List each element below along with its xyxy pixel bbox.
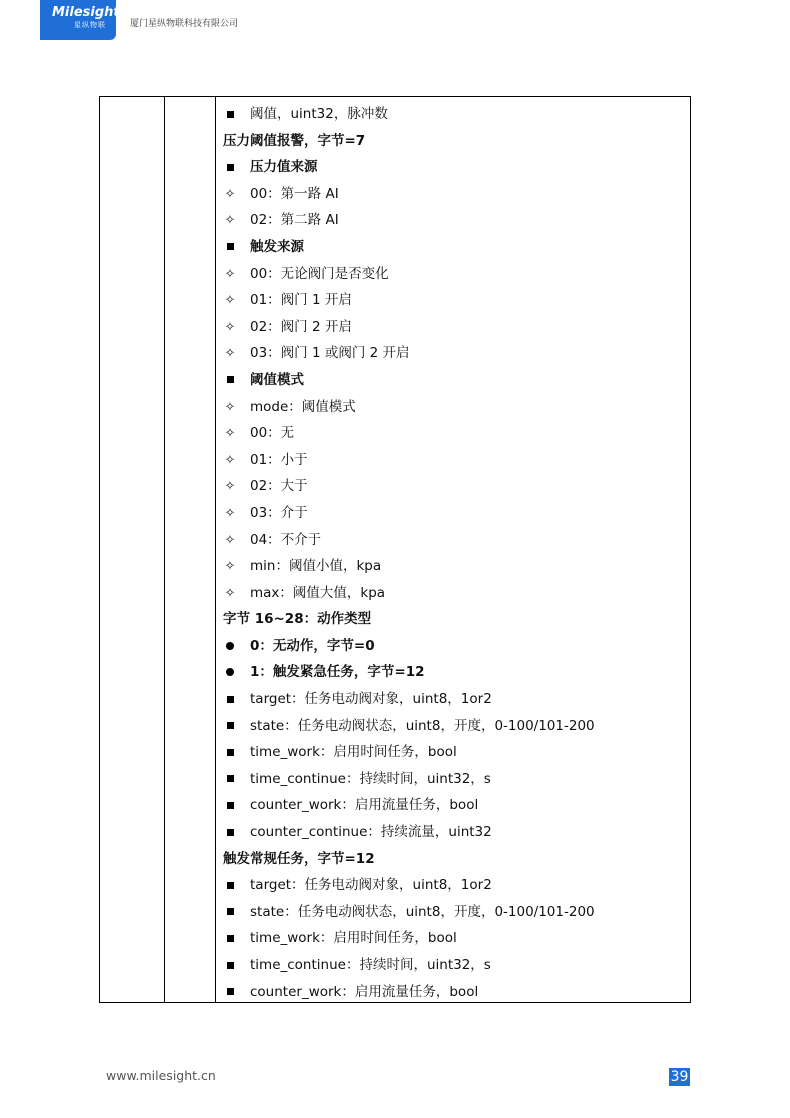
square-bullet-icon [223,872,237,899]
content-line-text: 01：小于 [250,451,308,468]
content-line [223,527,686,554]
content-line [223,659,686,686]
content-line [223,819,686,846]
content-line-text: 00：无论阀门是否变化 [250,265,389,282]
table-content-cell [223,101,686,1005]
content-line-text: mode：阈值模式 [250,398,356,415]
content-line [223,234,686,261]
square-bullet-icon [223,925,237,952]
content-line [223,261,686,288]
content-line-text: 03：介于 [250,504,308,521]
dot-bullet-icon [223,633,237,660]
content-line-text: state：任务电动阀状态，uint8，开度，0-100/101-200 [250,717,595,734]
diamond-bullet-icon: ✧ [224,213,236,229]
square-bullet-icon [223,739,237,766]
square-bullet-icon [223,979,237,1006]
square-bullet-icon [223,713,237,740]
diamond-bullet-icon: ✧ [224,559,236,575]
content-line [223,713,686,740]
content-line [223,792,686,819]
content-line-text: 阈值，uint32，脉冲数 [250,106,388,122]
content-line-text: target：任务电动阀对象，uint8，1or2 [250,691,492,708]
content-line [223,394,686,421]
content-line [223,101,686,128]
content-line [223,314,686,341]
square-bullet-icon [223,819,237,846]
content-line [223,899,686,926]
content-line-text: min：阈值小值，kpa [250,558,382,575]
content-line [223,952,686,979]
square-bullet-icon [223,367,237,394]
diamond-bullet-icon: ✧ [224,426,236,442]
company-name: 厦门星纵物联科技有限公司 [130,19,239,29]
content-line [223,686,686,713]
content-line-text: 00：第一路 AI [250,185,339,202]
content-line [223,925,686,952]
content-line-text: time_work：启用时间任务，bool [250,930,457,947]
content-line-text: 02：第二路 AI [250,212,339,229]
content-line [223,872,686,899]
square-bullet-icon [223,154,237,181]
content-line [223,846,686,873]
diamond-bullet-icon: ✧ [224,293,236,309]
content-line-text: time_work：启用时间任务，bool [250,744,457,761]
content-line [223,500,686,527]
content-line-text: 04：不介于 [250,531,322,548]
content-line [223,739,686,766]
content-line-text: 01：阀门 1 开启 [250,292,352,309]
content-line-text: state：任务电动阀状态，uint8，开度，0-100/101-200 [250,903,595,920]
content-line-text: 字节 16~28：动作类型 [223,611,372,628]
content-line-text: 压力值来源 [250,159,318,176]
dot-bullet-icon [223,659,237,686]
content-line [223,154,686,181]
content-line-text: 1：触发紧急任务，字节=12 [250,664,425,681]
table-col-divider-2 [215,97,216,1002]
square-bullet-icon [223,234,237,261]
milesight-logo [40,0,120,40]
logo-brand: Milesight [52,5,120,20]
content-line [223,367,686,394]
diamond-bullet-icon: ✧ [224,319,236,335]
content-line [223,473,686,500]
content-line-text: 压力阈值报警，字节=7 [223,132,366,149]
content-line-text: 0：无动作，字节=0 [250,637,375,654]
table-col-divider-1 [164,97,165,1002]
content-line [223,128,686,155]
diamond-bullet-icon: ✧ [224,266,236,282]
content-line [223,207,686,234]
content-line [223,287,686,314]
diamond-bullet-icon: ✧ [224,479,236,495]
content-line [223,606,686,633]
footer-url: www.milesight.cn [106,1068,216,1083]
square-bullet-icon [223,899,237,926]
content-line [223,766,686,793]
content-line-text: max：阈值大值，kpa [250,584,386,601]
square-bullet-icon [223,952,237,979]
diamond-bullet-icon: ✧ [224,505,236,521]
diamond-bullet-icon: ✧ [224,452,236,468]
content-line-text: 触发常规任务，字节=12 [223,850,375,867]
diamond-bullet-icon: ✧ [224,532,236,548]
content-line [223,633,686,660]
content-line-text: 03：阀门 1 或阀门 2 开启 [250,345,410,362]
content-line-text: 阈值模式 [250,371,304,388]
content-line-text: counter_work：启用流量任务，bool [250,983,479,1000]
square-bullet-icon [223,766,237,793]
content-line-text: 02：阀门 2 开启 [250,318,352,335]
content-line-text: 02：大于 [250,478,308,495]
content-line [223,447,686,474]
content-line-text: 触发来源 [250,238,304,255]
content-line-text: 00：无 [250,425,295,442]
content-line-text: time_continue：持续时间，uint32，s [250,957,491,973]
content-line [223,580,686,607]
content-line [223,181,686,208]
content-line-text: counter_work：启用流量任务，bool [250,797,479,814]
content-line-text: target：任务电动阀对象，uint8，1or2 [250,877,492,894]
content-line-text: time_continue：持续时间，uint32，s [250,770,491,787]
square-bullet-icon [223,101,237,128]
content-line-text: counter_continue：持续流量，uint32 [250,824,492,841]
square-bullet-icon [223,792,237,819]
content-line [223,340,686,367]
content-line [223,420,686,447]
page-number: 39 [670,1069,689,1085]
square-bullet-icon [223,686,237,713]
content-line [223,553,686,580]
spec-table [99,96,691,1003]
diamond-bullet-icon: ✧ [224,399,236,415]
content-line [223,979,686,1006]
diamond-bullet-icon: ✧ [224,346,236,362]
diamond-bullet-icon: ✧ [224,585,236,601]
diamond-bullet-icon: ✧ [224,186,236,202]
logo-sub: 星纵物联 [74,21,106,29]
